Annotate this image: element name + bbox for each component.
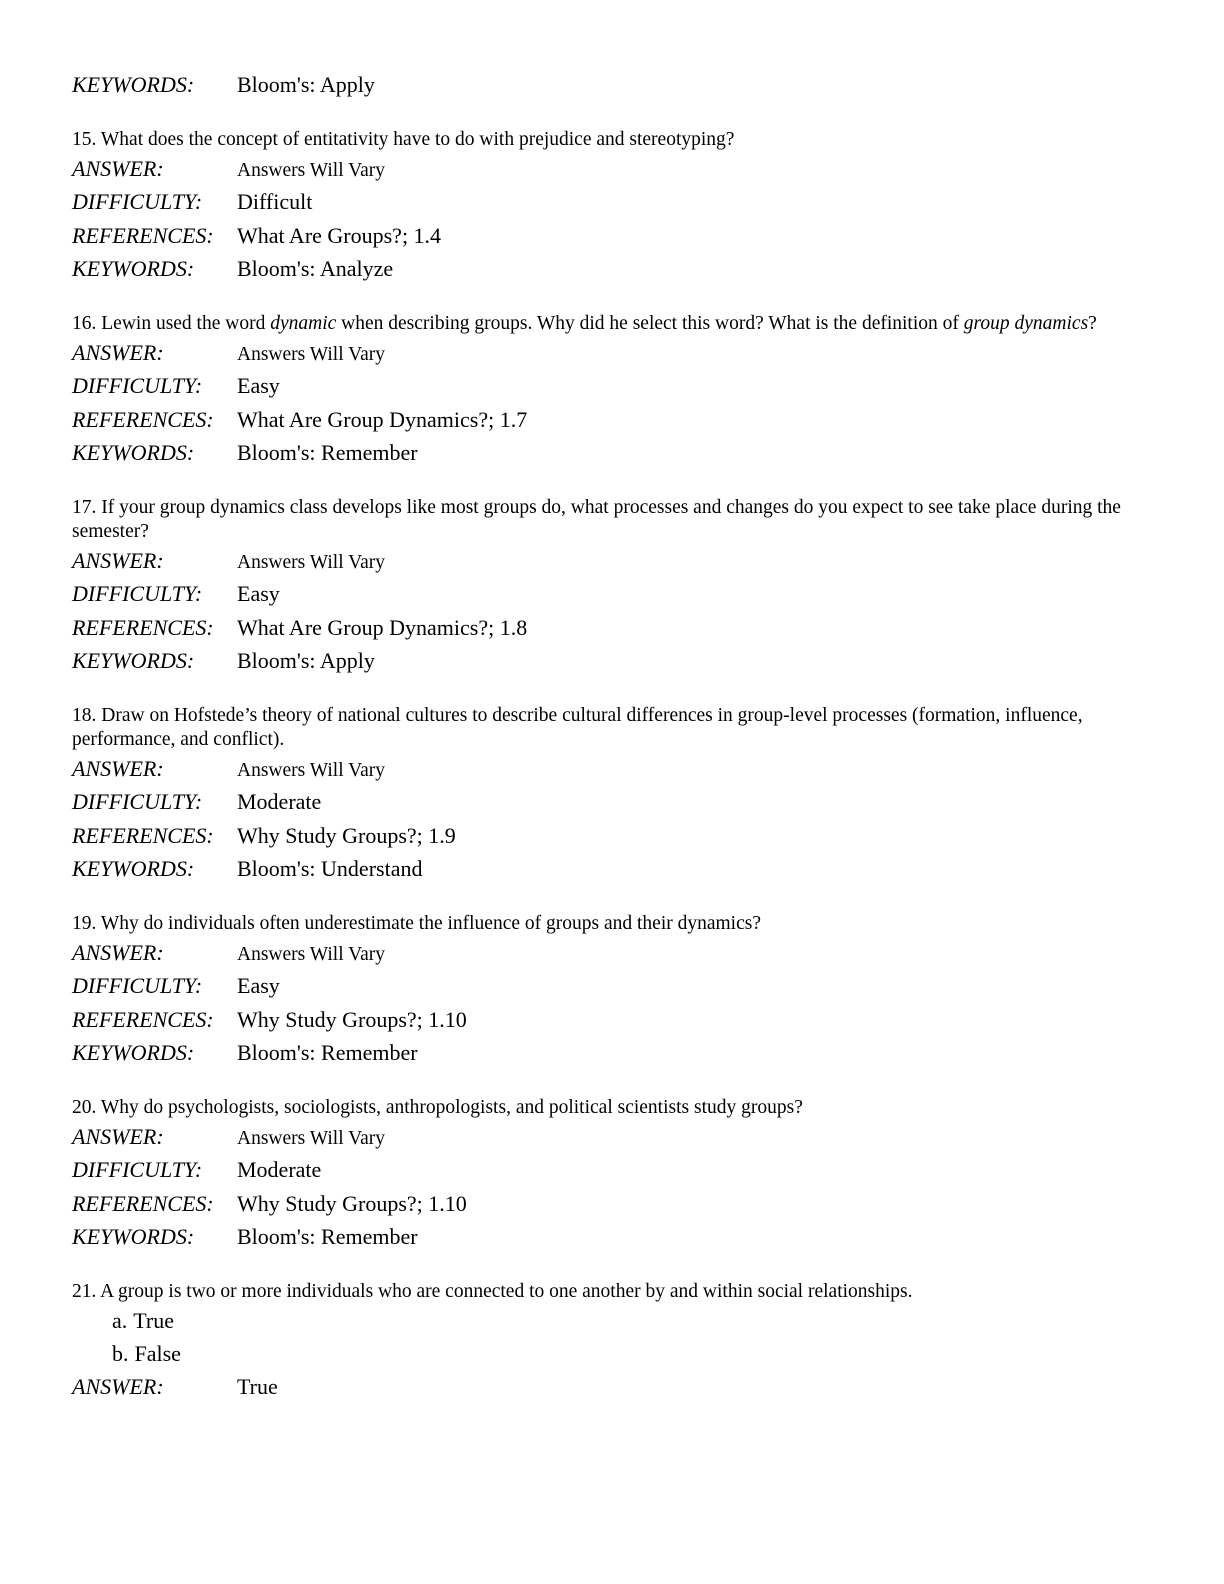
references-label: REFERENCES:	[72, 614, 214, 640]
keywords-row	[72, 440, 1152, 474]
question-20	[72, 1096, 1152, 1258]
keywords-row	[72, 1040, 1152, 1074]
question-text: 20. Why do psychologists, sociologists, anthropologists, and political scientists study groups?	[72, 1096, 803, 1118]
difficulty-label: DIFFICULTY:	[72, 581, 203, 606]
question-text	[72, 312, 1152, 336]
question-16	[72, 312, 1152, 474]
question-text-part: 16. Lewin used the word	[72, 312, 271, 334]
answer-value: Answers Will Vary	[237, 159, 385, 181]
answer-label: ANSWER:	[72, 339, 164, 365]
option-b	[72, 1341, 1152, 1374]
question-text: 18. Draw on Hofstede’s theory of national cultures to describe cultural differences in group-level processes (formation, influence, performance, and conflict).	[72, 704, 1083, 750]
answer-label: ANSWER:	[72, 755, 164, 781]
keywords-value: Bloom's: Remember	[237, 1040, 418, 1065]
difficulty-row	[72, 789, 1152, 823]
difficulty-value: Difficult	[237, 189, 313, 214]
references-label: REFERENCES:	[72, 406, 214, 432]
question-21	[72, 1280, 1152, 1408]
question-text: 21. A group is two or more individuals who are connected to one another by and within social relationships.	[72, 1280, 913, 1302]
difficulty-row	[72, 973, 1152, 1007]
question-15	[72, 128, 1152, 290]
keywords-row	[72, 1224, 1152, 1258]
references-row	[72, 407, 1152, 441]
references-label: REFERENCES:	[72, 1190, 214, 1216]
answer-value: Answers Will Vary	[237, 759, 385, 781]
references-row	[72, 615, 1152, 649]
answer-value: Answers Will Vary	[237, 551, 385, 573]
keywords-label: KEYWORDS:	[72, 648, 195, 673]
answer-label: ANSWER:	[72, 939, 164, 965]
difficulty-label: DIFFICULTY:	[72, 973, 203, 998]
answer-row	[72, 548, 1152, 582]
answer-row	[72, 1124, 1152, 1158]
keywords-label: KEYWORDS:	[72, 1040, 195, 1065]
top-keywords-row	[72, 72, 1152, 106]
difficulty-value: Moderate	[237, 789, 322, 814]
difficulty-label: DIFFICULTY:	[72, 789, 203, 814]
references-label: REFERENCES:	[72, 1006, 214, 1032]
keywords-row	[72, 256, 1152, 290]
difficulty-label: DIFFICULTY:	[72, 1157, 203, 1182]
question-text-part: when describing groups. Why did he select this word? What is the definition of	[336, 312, 964, 334]
option-letter: a.	[112, 1307, 128, 1333]
keywords-row	[72, 648, 1152, 682]
question-text: 19. Why do individuals often underestimate the influence of groups and their dynamics?	[72, 912, 762, 934]
option-text: False	[134, 1340, 181, 1366]
question-19	[72, 912, 1152, 1074]
difficulty-row	[72, 189, 1152, 223]
keywords-value: Bloom's: Apply	[237, 72, 375, 97]
difficulty-value: Easy	[237, 581, 280, 606]
answer-row	[72, 1374, 1152, 1408]
difficulty-row	[72, 581, 1152, 615]
keywords-label: KEYWORDS:	[72, 440, 195, 465]
references-value: Why Study Groups?; 1.10	[237, 1006, 467, 1032]
question-text: 15. What does the concept of entitativity have to do with prejudice and stereotyping?	[72, 128, 735, 150]
question-18	[72, 704, 1152, 890]
document-page	[72, 72, 1152, 1407]
difficulty-label: DIFFICULTY:	[72, 189, 203, 214]
keywords-value: Bloom's: Remember	[237, 440, 418, 465]
difficulty-value: Moderate	[237, 1157, 322, 1182]
difficulty-row	[72, 373, 1152, 407]
keywords-row	[72, 856, 1152, 890]
answer-label: ANSWER:	[72, 155, 164, 181]
answer-value: Answers Will Vary	[237, 343, 385, 365]
question-text-emphasis: group dynamics	[963, 312, 1089, 334]
difficulty-value: Easy	[237, 973, 280, 998]
keywords-value: Bloom's: Apply	[237, 648, 375, 673]
difficulty-value: Easy	[237, 373, 280, 398]
answer-row	[72, 340, 1152, 374]
keywords-value: Bloom's: Analyze	[237, 256, 394, 281]
answer-label: ANSWER:	[72, 1373, 164, 1399]
references-row	[72, 223, 1152, 257]
references-value: What Are Group Dynamics?; 1.8	[237, 614, 528, 640]
references-row	[72, 1007, 1152, 1041]
answer-row	[72, 756, 1152, 790]
references-label: REFERENCES:	[72, 222, 214, 248]
answer-row	[72, 940, 1152, 974]
references-value: What Are Group Dynamics?; 1.7	[237, 406, 528, 432]
question-text-emphasis: dynamic	[270, 312, 337, 334]
answer-value: Answers Will Vary	[237, 1127, 385, 1149]
keywords-value: Bloom's: Understand	[237, 856, 423, 881]
answer-label: ANSWER:	[72, 547, 164, 573]
keywords-label: KEYWORDS:	[72, 72, 195, 97]
question-17	[72, 496, 1152, 682]
option-a	[72, 1308, 1152, 1341]
keywords-value: Bloom's: Remember	[237, 1224, 418, 1249]
question-text-part: ?	[1088, 312, 1097, 334]
references-row	[72, 1191, 1152, 1225]
keywords-label: KEYWORDS:	[72, 1224, 195, 1249]
question-text: 17. If your group dynamics class develops like most groups do, what processes and changes do you expect to see take place during the semester?	[72, 496, 1121, 542]
option-letter: b.	[112, 1340, 129, 1366]
keywords-label: KEYWORDS:	[72, 856, 195, 881]
references-label: REFERENCES:	[72, 822, 214, 848]
answer-value: Answers Will Vary	[237, 943, 385, 965]
answer-row	[72, 156, 1152, 190]
option-text: True	[133, 1307, 175, 1333]
answer-label: ANSWER:	[72, 1123, 164, 1149]
difficulty-row	[72, 1157, 1152, 1191]
answer-value: True	[237, 1373, 278, 1399]
references-value: Why Study Groups?; 1.10	[237, 1190, 467, 1216]
references-row	[72, 823, 1152, 857]
keywords-label: KEYWORDS:	[72, 256, 195, 281]
difficulty-label: DIFFICULTY:	[72, 373, 203, 398]
references-value: Why Study Groups?; 1.9	[237, 822, 456, 848]
references-value: What Are Groups?; 1.4	[237, 222, 442, 248]
